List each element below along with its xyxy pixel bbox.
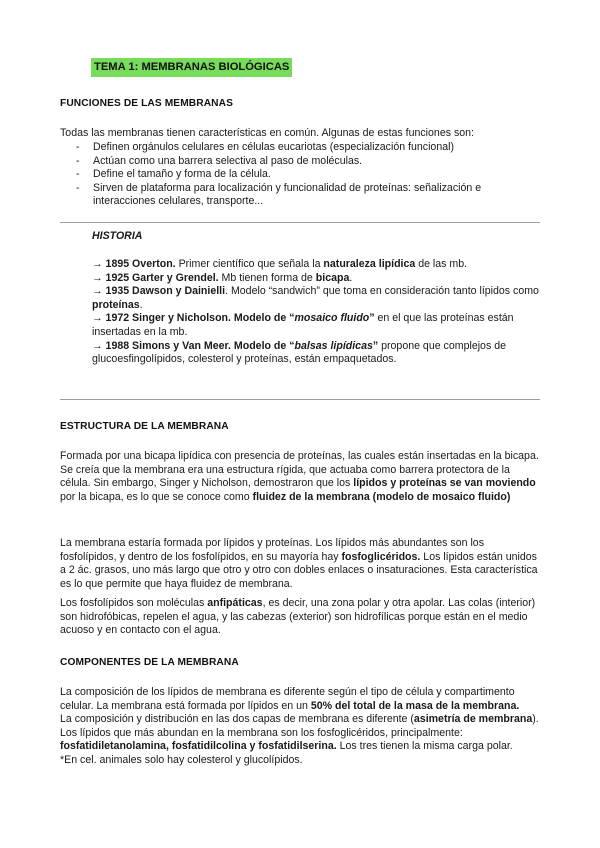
history-heading: HISTORIA [92,230,143,242]
structure-paragraph-3: Los fosfolípidos son moléculas anfipáticas, es decir, una zona polar y otra apolar. Las colas (interior) son hidrofóbicas, repelen el agua, y las cabezas (exterior) son hidrofílicas porque están en el medio acuoso y en contacto con el agua. [60,597,536,637]
list-item: - Define el tamaño y forma de la célula. [76,168,516,182]
functions-intro: Todas las membranas tienen características en común. Algunas de estas funciones son: [60,127,474,139]
arrow-icon: → [92,312,103,325]
divider [60,399,540,400]
structure-paragraph-2: La membrana estaría formada por lípidos y proteínas. Los lípidos más abundantes son los fosfolípidos, y dentro de los fosfolípidos, en su mayoría hay fosfoglicéridos. Los lípidos están unidos a 2 ác. grasos, uno más largo que otro y otro con dobles enlaces o insaturaciones. Esta característica es lo que permite que haya fluidez de membrana. [60,537,538,590]
components-note: *En cel. animales solo hay colesterol y glucolípidos. [60,753,303,766]
list-item: - Actúan como una barrera selectiva al paso de moléculas. [76,155,516,169]
arrow-icon: → [92,339,103,352]
section-heading-functions: FUNCIONES DE LAS MEMBRANAS [60,98,233,109]
history-entry: → 1895 Overton. Primer científico que señala la naturaleza lipídica de las mb. [92,258,468,270]
history-entry: → 1925 Garter y Grendel. Mb tienen forma de bicapa. [92,271,353,284]
arrow-icon: → [92,271,103,284]
page-title: TEMA 1: MEMBRANAS BIOLÓGICAS [91,58,292,77]
structure-paragraph-1: Formada por una bicapa lipídica con presencia de proteínas, las cuales están insertadas en la bicapa. Se creía que la membrana era una estructura rígida, que actuaba como barrera protectora de la célula. Sin embargo, Singer y Nicholson, demostraron que los lípidos y proteínas se van moviendo por la bicapa, es lo que se conoce como fluidez de la membrana (modelo de mosaico fluido) [60,450,539,503]
components-phospholipids: Los lípidos que más abundan en la membrana son los fosfoglicéridos, principalmente: fosfatidiletanolamina, fosfatidilcolina y fosfatidilserina. Los tres tienen la misma carga polar. [60,726,513,753]
arrow-icon: → [92,258,103,270]
arrow-icon: → [92,285,103,298]
history-entry: → 1988 Simons y Van Meer. Modelo de “balsas lipídicas” propone que complejos de glucoesfingolípidos, colesterol y proteínas, están empaquetados. [92,339,506,366]
divider [60,222,540,223]
list-item: - Definen orgánulos celulares en células eucariotas (especialización funcional) [76,141,516,155]
functions-list [76,141,516,209]
history-entry: → 1935 Dawson y Dainielli. Modelo “sandwich” que toma en consideración tanto lípidos como proteínas. [92,285,539,311]
section-heading-components: COMPONENTES DE LA MEMBRANA [60,657,239,668]
list-item: - Sirven de plataforma para localización y funcionalidad de proteínas: señalización e interacciones celulares, transporte... [76,182,516,209]
section-heading-structure: ESTRUCTURA DE LA MEMBRANA [60,421,229,432]
components-paragraph: La composición de los lípidos de membrana es diferente según el tipo de célula y compartimento celular. La membrana está formada por lípidos en un 50% del total de la masa de la membrana. La composición y distribución en las dos capas de membrana es diferente (asimetría de membrana). Los lípidos que más abundan en la membrana son los fosfoglicéridos, principalmente: fosfatidiletanolamina, fosfatidilcolina y fosfatidilserina. Los tres tienen la misma carga polar. *En cel. animales solo hay colesterol y glucolípidos. [60,686,539,766]
history-entry: → 1972 Singer y Nicholson. Modelo de “mosaico fluido” en el que las proteínas están insertadas en la mb. [92,312,514,338]
history-list [92,258,542,367]
components-asymmetry: La composición y distribución en las dos capas de membrana es diferente (asimetría de membrana). [60,713,539,726]
